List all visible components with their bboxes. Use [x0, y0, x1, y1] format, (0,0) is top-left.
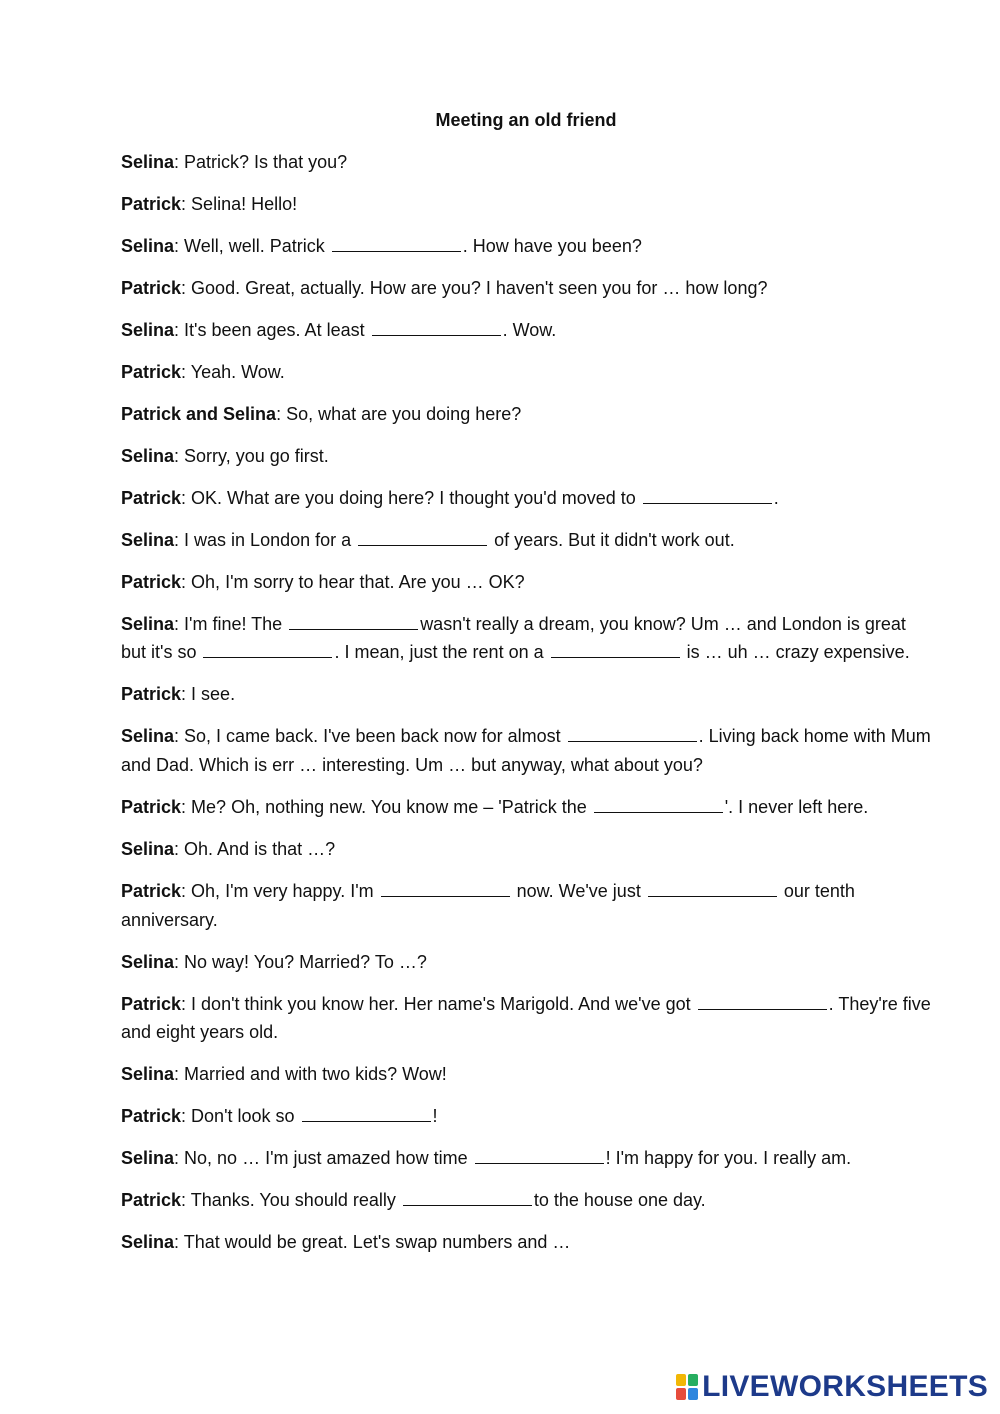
dialogue-line: [121, 1144, 931, 1173]
line-text: : OK. What are you doing here? I thought you'd moved to: [181, 487, 641, 508]
dialogue-line: [121, 316, 931, 345]
dialogue-line: [121, 990, 931, 1047]
logo-square-yellow: [676, 1374, 686, 1386]
dialogue-line: [121, 232, 931, 261]
dialogue-line: [121, 274, 931, 303]
line-text: is … uh … crazy expensive.: [681, 642, 910, 663]
line-text: wasn't really a dream, you know? Um … and London is great but it's so: [121, 613, 906, 663]
speaker-name: Patrick: [121, 1190, 182, 1211]
line-text: : Well, well. Patrick: [174, 235, 330, 256]
speaker-name: Selina: [121, 445, 175, 466]
dialogue-line: [121, 610, 931, 667]
logo-square-red: [676, 1388, 686, 1400]
line-text: . They're five and eight years old.: [121, 993, 931, 1043]
fill-in-blank[interactable]: [302, 1103, 431, 1122]
logo-square-green: [688, 1374, 698, 1386]
line-text: : It's been ages. At least: [174, 319, 370, 340]
line-text: . How have you been?: [462, 235, 642, 256]
fill-in-blank[interactable]: [203, 639, 332, 658]
speaker-name: Patrick: [121, 487, 182, 508]
line-text: : I see.: [181, 684, 236, 705]
line-text: of years. But it didn't work out.: [489, 529, 735, 550]
dialogue-line: [121, 568, 931, 597]
liveworksheets-logo-icon: [676, 1374, 698, 1400]
dialogue-line: [121, 1228, 931, 1257]
liveworksheets-logo[interactable]: [676, 1372, 988, 1402]
line-text: : So, I came back. I've been back now for almost: [174, 726, 566, 747]
dialogue-line: [121, 400, 931, 429]
logo-square-blue: [688, 1388, 698, 1400]
line-text: to the house one day.: [533, 1190, 706, 1211]
speaker-name: Patrick and Selina: [121, 403, 277, 424]
dialogue-line: [121, 442, 931, 471]
dialogue-line: [121, 722, 931, 779]
dialogue-line: [121, 835, 931, 864]
dialogue-line: [121, 358, 931, 387]
worksheet-title: Meeting an old friend: [435, 110, 617, 130]
line-text: '. I never left here.: [724, 796, 869, 817]
speaker-name: Selina: [121, 529, 175, 550]
line-text: : So, what are you doing here?: [276, 403, 522, 424]
speaker-name: Selina: [121, 152, 175, 172]
line-text: : Selina! Hello!: [181, 193, 298, 214]
line-text: : Sorry, you go first.: [174, 445, 329, 466]
speaker-name: Selina: [121, 838, 175, 859]
fill-in-blank[interactable]: [332, 233, 461, 252]
speaker-name: Patrick: [121, 796, 182, 817]
line-text: : Yeah. Wow.: [181, 361, 285, 382]
fill-in-blank[interactable]: [594, 794, 723, 813]
line-text: now. We've just: [511, 880, 646, 901]
line-text: : I was in London for a: [174, 529, 357, 550]
fill-in-blank[interactable]: [568, 723, 697, 742]
dialogue-line: [121, 190, 931, 219]
fill-in-blank[interactable]: [551, 639, 680, 658]
fill-in-blank[interactable]: [643, 485, 772, 504]
speaker-name: Selina: [121, 951, 175, 972]
fill-in-blank[interactable]: [403, 1187, 532, 1206]
line-text: . I mean, just the rent on a: [334, 642, 549, 663]
speaker-name: Patrick: [121, 993, 182, 1014]
speaker-name: Patrick: [121, 361, 182, 382]
speaker-name: Selina: [121, 726, 175, 747]
speaker-name: Patrick: [121, 193, 182, 214]
line-text: : Don't look so: [181, 1106, 300, 1127]
dialogue: [121, 148, 931, 1270]
speaker-name: Selina: [121, 1232, 175, 1253]
dialogue-line: [121, 793, 931, 822]
line-text: : No way! You? Married? To …?: [174, 951, 427, 972]
line-text: : Oh, I'm sorry to hear that. Are you … OK?: [181, 571, 525, 592]
line-text: : Oh. And is that …?: [174, 838, 336, 859]
fill-in-blank[interactable]: [381, 878, 510, 897]
speaker-name: Selina: [121, 1064, 175, 1085]
line-text: our tenth anniversary.: [121, 880, 855, 930]
speaker-name: Selina: [121, 613, 175, 634]
fill-in-blank[interactable]: [648, 878, 777, 897]
line-text: : Married and with two kids? Wow!: [174, 1064, 447, 1085]
speaker-name: Patrick: [121, 684, 182, 705]
dialogue-line: [121, 680, 931, 709]
dialogue-line: [121, 877, 931, 934]
speaker-name: Patrick: [121, 571, 182, 592]
dialogue-line: [121, 948, 931, 977]
speaker-name: Selina: [121, 235, 175, 256]
line-text: : No, no … I'm just amazed how time: [174, 1148, 473, 1169]
logo-text: LIVEWORKSHEETS: [702, 1370, 988, 1403]
line-text: !: [432, 1106, 438, 1127]
dialogue-line: [121, 484, 931, 513]
speaker-name: Patrick: [121, 880, 182, 901]
line-text: : I'm fine! The: [174, 613, 288, 634]
line-text: .: [773, 487, 779, 508]
line-text: : Thanks. You should really: [181, 1190, 401, 1211]
line-text: : Me? Oh, nothing new. You know me – 'Patrick the: [181, 796, 592, 817]
line-text: : Patrick? Is that you?: [174, 152, 348, 172]
speaker-name: Patrick: [121, 277, 182, 298]
speaker-name: Selina: [121, 1148, 175, 1169]
line-text: : That would be great. Let's swap numbers and …: [174, 1232, 571, 1253]
dialogue-line: [121, 526, 931, 555]
fill-in-blank[interactable]: [358, 527, 487, 546]
dialogue-line: [121, 148, 931, 177]
speaker-name: Selina: [121, 319, 175, 340]
line-text: : Good. Great, actually. How are you? I haven't seen you for … how long?: [181, 277, 768, 298]
fill-in-blank[interactable]: [372, 317, 501, 336]
line-text: ! I'm happy for you. I really am.: [605, 1148, 852, 1169]
fill-in-blank[interactable]: [475, 1145, 604, 1164]
fill-in-blank[interactable]: [289, 611, 418, 630]
dialogue-line: [121, 1102, 931, 1131]
line-text: . Living back home with Mum and Dad. Which is err … interesting. Um … but anyway, what about you?: [121, 726, 931, 775]
line-text: : I don't think you know her. Her name's Marigold. And we've got: [181, 993, 696, 1014]
speaker-name: Patrick: [121, 1106, 182, 1127]
line-text: : Oh, I'm very happy. I'm: [181, 880, 379, 901]
dialogue-line: [121, 1060, 931, 1089]
line-text: . Wow.: [502, 319, 557, 340]
fill-in-blank[interactable]: [698, 991, 827, 1010]
dialogue-line: [121, 1186, 931, 1215]
